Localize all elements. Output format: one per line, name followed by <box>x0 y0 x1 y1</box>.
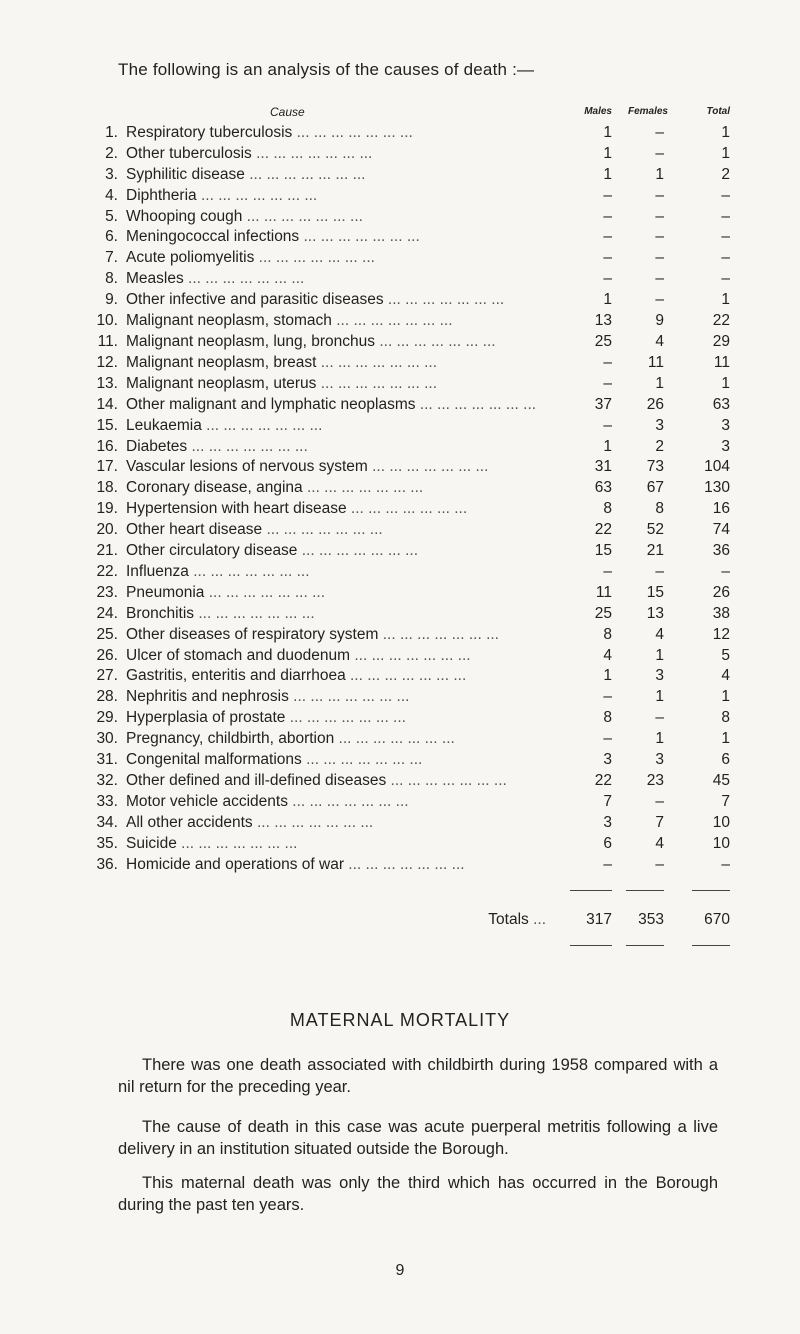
row-total: 104 <box>704 458 730 476</box>
table-row <box>82 416 730 437</box>
table-row <box>82 290 730 311</box>
row-number: 22. <box>96 562 118 580</box>
paragraph-2: The cause of death in this case was acute puerperal metritis following a live delivery in an institution situated outside the Borough. <box>118 1118 718 1158</box>
row-total: 16 <box>712 500 730 518</box>
row-females: – <box>655 144 664 162</box>
row-females: 3 <box>655 751 664 769</box>
table-row <box>82 646 730 667</box>
row-number: 14. <box>96 395 118 413</box>
row-cause: Meningococcal infections ... ... ... ... ... ... ... <box>126 228 420 246</box>
row-cause: Suicide ... ... ... ... ... ... ... <box>126 834 298 852</box>
row-number: 32. <box>96 772 118 789</box>
row-cause: Malignant neoplasm, stomach ... ... ... ... ... ... ... <box>126 312 453 330</box>
table-row <box>82 834 730 855</box>
row-females: 9 <box>655 312 664 330</box>
row-males: 7 <box>603 792 612 810</box>
header-females: Females <box>627 106 668 117</box>
row-cause: Motor vehicle accidents ... ... ... ... ... ... ... <box>126 792 409 810</box>
row-males: 8 <box>603 625 612 643</box>
row-number: 26. <box>96 646 118 664</box>
row-males: – <box>603 416 612 434</box>
table-row <box>82 499 730 520</box>
row-females: 15 <box>646 583 664 601</box>
row-number: 20. <box>96 521 118 539</box>
row-females: 1 <box>655 165 664 183</box>
table-row <box>82 248 730 269</box>
row-total: 1 <box>721 291 730 309</box>
row-females: 11 <box>647 353 664 371</box>
row-number: 18. <box>96 479 118 497</box>
row-number: 21. <box>96 542 118 560</box>
row-cause: Gastritis, enteritis and diarrhoea ... ... ... ... ... ... ... <box>126 667 467 685</box>
row-males: – <box>603 207 612 225</box>
table-body <box>82 123 730 876</box>
row-males: – <box>603 688 612 706</box>
row-females: 1 <box>655 730 664 748</box>
row-number: 3. <box>105 165 118 183</box>
table-row <box>82 144 730 165</box>
row-number: 5. <box>105 207 118 225</box>
row-number: 13. <box>96 374 118 392</box>
row-total: 1 <box>721 688 730 706</box>
row-females: 1 <box>655 374 664 392</box>
row-cause: Measles ... ... ... ... ... ... ... <box>126 270 305 288</box>
table-row <box>82 562 730 583</box>
row-total: 6 <box>721 751 730 769</box>
table-row <box>82 457 730 478</box>
row-females: – <box>655 186 664 204</box>
row-cause: Other circulatory disease ... ... ... ... ... ... ... <box>126 542 419 560</box>
row-total: 12 <box>712 625 730 643</box>
table-row <box>82 165 730 186</box>
row-males: – <box>603 228 612 246</box>
row-males: – <box>603 353 612 371</box>
row-males: 1 <box>603 437 612 455</box>
row-total: – <box>721 270 730 288</box>
row-cause: Malignant neoplasm, lung, bronchus ... ... ... ... ... ... ... <box>126 332 496 350</box>
table-row <box>82 374 730 395</box>
row-females: 52 <box>646 521 664 539</box>
table-row <box>82 186 730 207</box>
row-females: – <box>655 228 664 246</box>
row-total: – <box>721 228 730 246</box>
row-cause: Respiratory tuberculosis ... ... ... ... ... ... ... <box>126 123 413 141</box>
row-total: 1 <box>721 144 730 162</box>
row-cause: Other defined and ill-defined diseases ... ... ... ... ... ... ... <box>126 772 507 789</box>
row-females: 26 <box>646 395 664 413</box>
row-cause: All other accidents ... ... ... ... ... ... ... <box>126 813 374 831</box>
row-females: 3 <box>655 416 664 434</box>
row-cause: Diabetes ... ... ... ... ... ... ... <box>126 437 308 455</box>
row-cause: Pregnancy, childbirth, abortion ... ... ... ... ... ... ... <box>126 730 455 748</box>
row-total: 63 <box>712 395 730 413</box>
row-number: 29. <box>96 709 118 727</box>
row-total: 130 <box>704 479 730 497</box>
row-cause: Malignant neoplasm, uterus ... ... ... ... ... ... ... <box>126 374 438 392</box>
table-row <box>82 541 730 562</box>
totals-label: Totals ... <box>488 911 546 929</box>
row-cause: Bronchitis ... ... ... ... ... ... ... <box>126 604 315 622</box>
row-females: 4 <box>655 625 664 643</box>
row-cause: Other heart disease ... ... ... ... ... ... ... <box>126 521 383 539</box>
table-row <box>82 478 730 499</box>
row-number: 9. <box>105 291 118 309</box>
row-total: 45 <box>712 772 730 789</box>
row-number: 12. <box>96 353 118 371</box>
row-females: – <box>655 249 664 267</box>
row-number: 6. <box>105 228 118 246</box>
row-males: – <box>603 855 612 873</box>
row-cause: Other malignant and lymphatic neoplasms ... ... ... ... ... ... ... <box>126 395 537 413</box>
row-females: 1 <box>655 646 664 664</box>
row-total: 10 <box>712 813 730 831</box>
row-females: 2 <box>655 437 664 455</box>
row-males: 11 <box>595 583 612 601</box>
row-cause: Coronary disease, angina ... ... ... ... ... ... ... <box>126 479 424 497</box>
row-number: 2. <box>105 144 118 162</box>
paragraph-3: This maternal death was only the third which has occurred in the Borough during the past ten years. <box>118 1174 718 1214</box>
row-total: 3 <box>721 437 730 455</box>
row-females: – <box>655 709 664 727</box>
row-females: – <box>655 123 664 141</box>
table-row <box>82 395 730 416</box>
row-cause: Other tuberculosis ... ... ... ... ... ... ... <box>126 144 373 162</box>
causes-of-death-table <box>82 102 730 952</box>
row-number: 17. <box>96 458 118 476</box>
row-males: 22 <box>594 772 612 789</box>
row-total: 7 <box>721 792 730 810</box>
row-cause: Diphtheria ... ... ... ... ... ... ... <box>126 186 318 204</box>
table-row <box>82 269 730 290</box>
row-number: 34. <box>96 813 118 831</box>
table-row <box>82 520 730 541</box>
row-total: 38 <box>712 604 730 622</box>
row-males: 15 <box>594 542 612 560</box>
header-total: Total <box>706 106 730 117</box>
header-cause: Cause <box>270 105 305 119</box>
row-number: 36. <box>96 855 118 873</box>
row-males: 22 <box>594 521 612 539</box>
totals-females: 353 <box>638 911 664 929</box>
row-number: 27. <box>96 667 118 685</box>
row-number: 35. <box>96 834 118 852</box>
row-cause: Leukaemia ... ... ... ... ... ... ... <box>126 416 323 434</box>
table-row <box>82 227 730 248</box>
totals-rule-row <box>82 876 730 897</box>
row-males: 31 <box>594 458 612 476</box>
row-total: 3 <box>721 416 730 434</box>
row-cause: Whooping cough ... ... ... ... ... ... ... <box>126 207 363 225</box>
row-total: – <box>721 207 730 225</box>
row-males: – <box>603 270 612 288</box>
table-row <box>82 604 730 625</box>
row-number: 10. <box>96 312 118 330</box>
row-number: 16. <box>96 437 118 455</box>
table-row <box>82 437 730 458</box>
row-males: 6 <box>603 834 612 852</box>
row-females: 67 <box>646 479 664 497</box>
row-cause: Malignant neoplasm, breast ... ... ... ... ... ... ... <box>126 353 438 371</box>
row-males: 8 <box>603 709 612 727</box>
table-row <box>82 750 730 771</box>
row-total: – <box>721 855 730 873</box>
table-row <box>82 311 730 332</box>
page-number: 9 <box>395 1262 405 1279</box>
row-number: 11. <box>97 332 118 350</box>
row-number: 23. <box>96 583 118 601</box>
row-males: – <box>603 374 612 392</box>
row-females: – <box>655 855 664 873</box>
table-row <box>82 792 730 813</box>
row-total: 36 <box>712 542 730 560</box>
row-total: – <box>721 249 730 267</box>
paragraph-1: There was one death associated with childbirth during 1958 compared with a nil return for the preceding year. <box>118 1056 718 1096</box>
row-males: – <box>603 730 612 748</box>
row-number: 31. <box>96 751 118 769</box>
row-males: 1 <box>603 165 612 183</box>
row-cause: Other infective and parasitic diseases ... ... ... ... ... ... ... <box>126 291 505 309</box>
row-total: 26 <box>712 583 730 601</box>
totals-total: 670 <box>704 911 730 929</box>
table-row <box>82 353 730 374</box>
row-number: 8. <box>105 270 118 288</box>
row-cause: Homicide and operations of war ... ... ... ... ... ... ... <box>126 855 465 873</box>
table-row <box>82 332 730 353</box>
row-cause: Acute poliomyelitis ... ... ... ... ... ... ... <box>126 249 375 267</box>
row-females: 73 <box>646 458 664 476</box>
table-row <box>82 666 730 687</box>
row-cause: Nephritis and nephrosis ... ... ... ... ... ... ... <box>126 688 410 706</box>
row-total: 1 <box>721 730 730 748</box>
row-females: 13 <box>646 604 664 622</box>
row-total: 11 <box>713 353 730 371</box>
row-total: 2 <box>721 165 730 183</box>
row-females: 3 <box>655 667 664 685</box>
table-row <box>82 123 730 144</box>
row-total: 74 <box>712 521 730 539</box>
row-cause: Ulcer of stomach and duodenum ... ... ... ... ... ... ... <box>126 646 471 664</box>
row-males: 25 <box>594 332 612 350</box>
row-number: 33. <box>96 792 118 810</box>
totals-males: 317 <box>586 911 612 929</box>
row-females: 4 <box>655 332 664 350</box>
row-males: 4 <box>603 646 612 664</box>
table-row <box>82 855 730 876</box>
table-row <box>82 207 730 228</box>
row-total: 29 <box>712 332 730 350</box>
totals-bottom-rule-row <box>82 931 730 952</box>
row-males: 3 <box>603 751 612 769</box>
intro-text: The following is an analysis of the causes of death :— <box>118 60 535 79</box>
row-cause: Pneumonia ... ... ... ... ... ... ... <box>126 583 326 601</box>
row-number: 19. <box>96 500 118 518</box>
row-number: 4. <box>105 186 118 204</box>
row-cause: Vascular lesions of nervous system ... ... ... ... ... ... ... <box>126 458 489 476</box>
row-total: 8 <box>721 709 730 727</box>
row-males: 8 <box>603 500 612 518</box>
row-females: – <box>655 792 664 810</box>
row-cause: Influenza ... ... ... ... ... ... ... <box>126 562 310 580</box>
row-males: 1 <box>603 291 612 309</box>
row-males: – <box>603 249 612 267</box>
row-males: 13 <box>594 312 612 330</box>
row-females: – <box>655 291 664 309</box>
table-row <box>82 813 730 834</box>
row-cause: Congenital malformations ... ... ... ... ... ... ... <box>126 751 423 769</box>
row-total: 4 <box>721 667 730 685</box>
row-number: 7. <box>105 249 118 267</box>
row-females: – <box>655 270 664 288</box>
totals-row <box>82 896 730 931</box>
row-females: 8 <box>655 500 664 518</box>
table-row <box>82 583 730 604</box>
row-males: – <box>603 186 612 204</box>
row-number: 28. <box>96 688 118 706</box>
row-total: 5 <box>721 646 730 664</box>
row-females: – <box>655 562 664 580</box>
table-row <box>82 687 730 708</box>
row-total: – <box>721 562 730 580</box>
row-number: 15. <box>96 416 118 434</box>
row-males: 1 <box>603 667 612 685</box>
header-males: Males <box>584 106 612 117</box>
row-males: 1 <box>603 123 612 141</box>
row-males: 63 <box>594 479 612 497</box>
row-cause: Syphilitic disease ... ... ... ... ... ... ... <box>126 165 366 183</box>
row-total: 1 <box>721 374 730 392</box>
row-cause: Hyperplasia of prostate ... ... ... ... ... ... ... <box>126 709 406 727</box>
row-number: 30. <box>96 730 118 748</box>
row-females: 23 <box>646 772 664 789</box>
row-males: 37 <box>594 395 612 413</box>
table-row <box>82 625 730 646</box>
table-row <box>82 708 730 729</box>
row-number: 25. <box>96 625 118 643</box>
table-row <box>82 771 730 792</box>
row-females: – <box>655 207 664 225</box>
row-cause: Other diseases of respiratory system ... ... ... ... ... ... ... <box>126 625 499 643</box>
table-row <box>82 729 730 750</box>
row-females: 1 <box>655 688 664 706</box>
row-males: 3 <box>603 813 612 831</box>
row-number: 1. <box>105 123 118 141</box>
row-males: 1 <box>603 144 612 162</box>
row-females: 21 <box>646 542 664 560</box>
row-total: 10 <box>712 834 730 852</box>
row-total: 22 <box>712 312 730 330</box>
row-males: 25 <box>594 604 612 622</box>
row-total: 1 <box>721 123 730 141</box>
section-title: MATERNAL MORTALITY <box>289 1010 511 1030</box>
row-females: 7 <box>655 813 664 831</box>
row-number: 24. <box>96 604 118 622</box>
table-header-row <box>82 102 730 123</box>
row-cause: Hypertension with heart disease ... ... ... ... ... ... ... <box>126 500 468 518</box>
row-total: – <box>721 186 730 204</box>
row-females: 4 <box>655 834 664 852</box>
row-males: – <box>603 562 612 580</box>
